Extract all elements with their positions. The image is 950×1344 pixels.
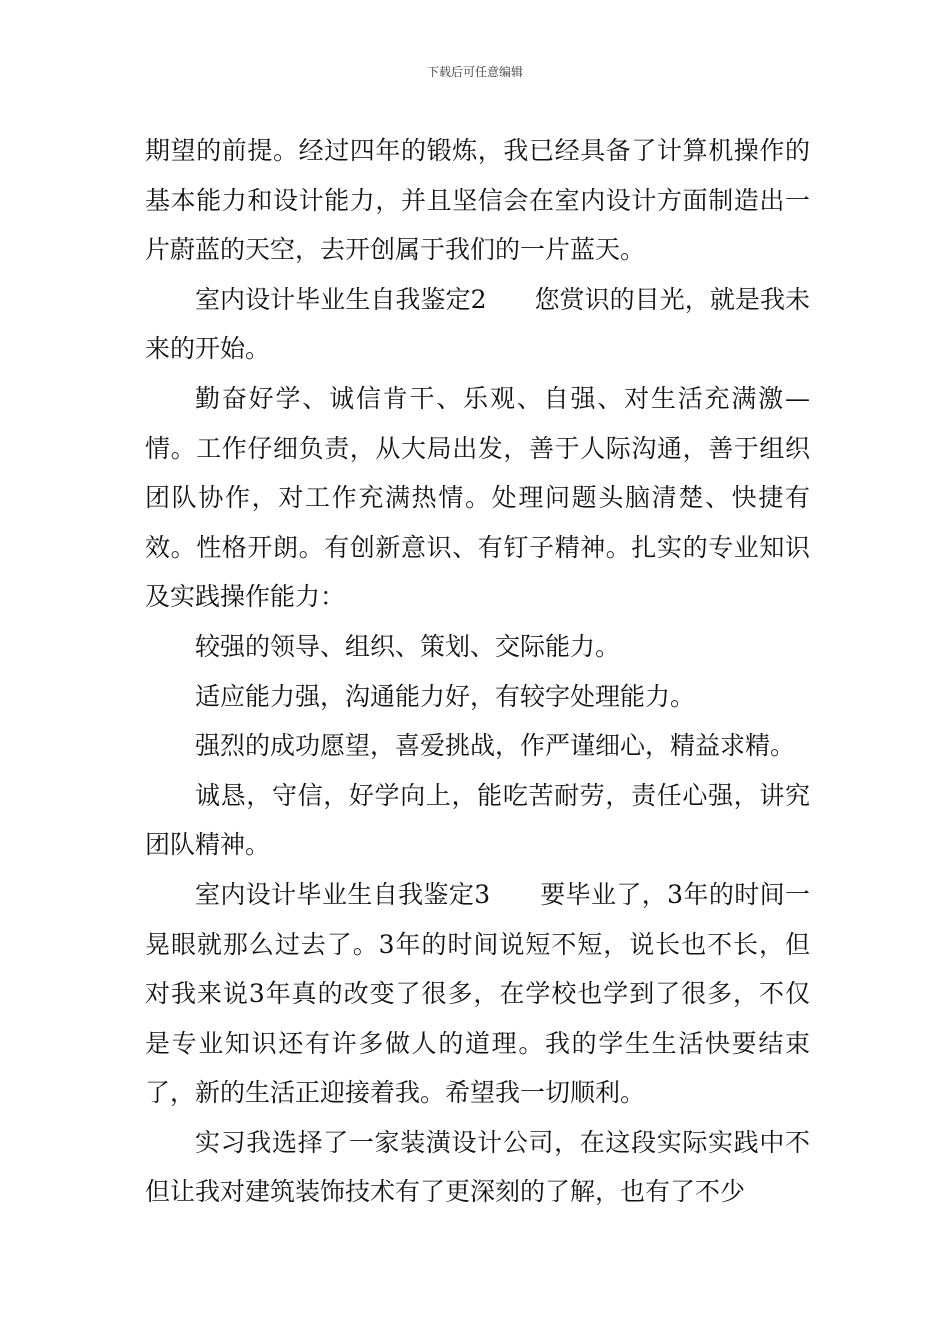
paragraph-1: 期望的前提。经过四年的锻炼，我已经具备了计算机操作的基本能力和设计能力，并且坚信会在室内设计方面制造出一片蔚蓝的天空，去开创属于我们的一片蓝天。 bbox=[145, 136, 810, 265]
paragraph-6: 强烈的成功愿望，喜爱挑战，作严谨细心，精益求精。 bbox=[195, 731, 796, 761]
paragraph-2: 室内设计毕业生自我鉴定2 您赏识的目光，就是我未来的开始。 bbox=[145, 284, 810, 364]
page-header-note: 下载后可任意编辑 bbox=[426, 65, 523, 79]
document-body bbox=[145, 126, 810, 1217]
paragraph-5: 适应能力强，沟通能力好，有较字处理能力。 bbox=[195, 681, 696, 711]
paragraph-8: 室内设计毕业生自我鉴定3 要毕业了，3年的时间一晃眼就那么过去了。3年的时间说短不短，说长也不长，但对我来说3年真的改变了很多，在学校也学到了很多，不仅是专业知识还有许多做人的道理。我的学生生活快要结束了，新的生活正迎接着我。希望我一切顺利。 bbox=[145, 879, 810, 1108]
paragraph-4: 较强的领导、组织、策划、交际能力。 bbox=[195, 631, 621, 661]
paragraph-7: 诚恳，守信，好学向上，能吃苦耐劳，责任心强，讲究团队精神。 bbox=[145, 780, 810, 860]
paragraph-3: 勤奋好学、诚信肯干、乐观、自强、对生活充满激—情。工作仔细负责，从大局出发，善于人际沟通，善于组织团队协作，对工作充满热情。处理问题头脑清楚、快捷有效。性格开朗。有创新意识、有钉子精神。扎实的专业知识及实践操作能力： bbox=[145, 383, 810, 612]
paragraph-9: 实习我选择了一家装潢设计公司，在这段实际实践中不但让我对建筑装饰技术有了更深刻的了解，也有了不少 bbox=[145, 1127, 810, 1207]
